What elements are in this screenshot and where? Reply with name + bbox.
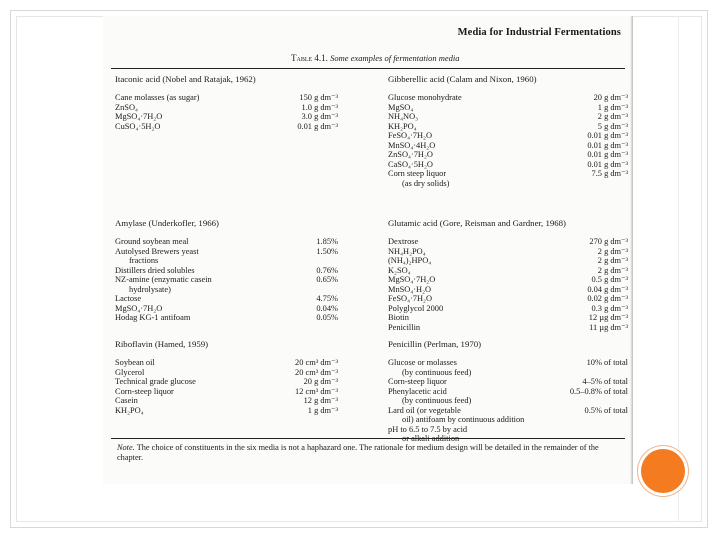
- ingredient-name: oil) antifoam by continuous addition: [402, 415, 525, 424]
- ingredient-list: [388, 237, 628, 332]
- ingredient-name: Hodag KG-1 antifoam: [115, 313, 191, 322]
- ingredient-amount: 20 cm³ dm⁻³: [295, 358, 338, 367]
- ingredient-name: Soybean oil: [115, 358, 155, 367]
- ingredient-row: [388, 425, 628, 435]
- ingredient-amount: 0.01 g dm⁻³: [587, 159, 628, 169]
- ingredient-row: [388, 256, 628, 266]
- ingredient-amount: 0.05%: [316, 313, 338, 322]
- table-top-rule: [111, 68, 625, 69]
- ingredient-row: [115, 266, 338, 276]
- ingredient-name: Corn-steep liquor: [388, 377, 447, 386]
- table-caption-label: Table 4.1.: [291, 53, 328, 63]
- ingredient-amount: 2 g dm⁻³: [597, 256, 628, 265]
- section-heading: Penicillin (Perlman, 1970): [388, 339, 482, 349]
- ingredient-row: [388, 285, 628, 295]
- ingredient-amount: 1 g dm⁻³: [307, 405, 338, 415]
- ingredient-list: [115, 237, 338, 323]
- ingredient-name: NZ-amine (enzymatic casein: [115, 275, 212, 284]
- ingredient-row: [115, 112, 338, 122]
- media-penicillin: [388, 339, 628, 444]
- ingredient-amount: 0.76%: [316, 265, 338, 275]
- ingredient-row: [388, 294, 628, 304]
- media-itaconic-acid: [115, 74, 338, 131]
- ingredient-amount: 0.5% of total: [584, 405, 628, 415]
- ingredient-name: hydrolysate): [129, 284, 171, 294]
- ingredient-row-continued: [388, 415, 628, 425]
- ingredient-name: Corn steep liquor: [388, 169, 447, 178]
- ingredient-name: Polyglycol 2000: [388, 303, 444, 313]
- ingredient-amount: 0.01 g dm⁻³: [297, 121, 338, 131]
- scanned-book-page: [103, 16, 633, 484]
- ingredient-name: FeSO₄·7H₂O: [388, 294, 432, 303]
- media-glutamic-acid: [388, 218, 628, 332]
- note-label: Note.: [117, 443, 135, 452]
- media-amylase: [115, 218, 338, 323]
- ingredient-row: [388, 150, 628, 160]
- ingredient-amount: 1.85%: [316, 237, 338, 246]
- ingredient-name: CaSO₄·5H₂O: [388, 159, 433, 169]
- ingredient-row-continued: [115, 256, 338, 266]
- ingredient-row: [115, 247, 338, 257]
- ingredient-row: [388, 304, 628, 314]
- ingredient-amount: 0.65%: [316, 275, 338, 284]
- media-riboflavin: [115, 339, 338, 415]
- ingredient-row: [388, 112, 628, 122]
- ingredient-amount: 0.02 g dm⁻³: [587, 294, 628, 303]
- section-heading: Itaconic acid (Nobel and Ratajak, 1962): [115, 74, 256, 84]
- ingredient-name: ZnSO₄·7H₂O: [388, 150, 433, 159]
- ingredient-row: [115, 304, 338, 314]
- ingredient-amount: 20 g dm⁻³: [593, 93, 628, 102]
- section-heading: Glutamic acid (Gore, Reisman and Gardner, 1968): [388, 218, 566, 228]
- ingredient-row: [115, 93, 338, 103]
- ingredient-row: [115, 377, 338, 387]
- ingredient-name: Cane molasses (as sugar): [115, 93, 200, 102]
- ingredient-amount: 3.0 g dm⁻³: [301, 112, 338, 121]
- ingredient-name: Casein: [115, 396, 138, 405]
- ingredient-row: [388, 93, 628, 103]
- table-note: [117, 443, 622, 463]
- ingredient-name: Glycerol: [115, 367, 145, 377]
- ingredient-row: [388, 103, 628, 113]
- section-heading: Riboflavin (Hamed, 1959): [115, 339, 209, 349]
- ingredient-name: Ground soybean meal: [115, 237, 189, 246]
- ingredient-row: [388, 377, 628, 387]
- ingredient-name: MgSO₄·7H₂O: [115, 112, 163, 121]
- ingredient-list: [388, 358, 628, 444]
- ingredient-amount: 2 g dm⁻³: [597, 112, 628, 121]
- ingredient-name: Lactose: [115, 294, 142, 303]
- ingredient-list: [115, 358, 338, 415]
- ingredient-name: Glucose monohydrate: [388, 93, 462, 102]
- ingredient-row: [115, 103, 338, 113]
- ingredient-amount: 20 g dm⁻³: [303, 377, 338, 386]
- ingredient-row: [115, 387, 338, 397]
- ingredient-name: KH₂PO₄: [115, 405, 144, 415]
- ingredient-amount: 1.0 g dm⁻³: [301, 102, 338, 112]
- ingredient-name: Dextrose: [388, 237, 419, 246]
- ingredient-name: FeSO₄·7H₂O: [388, 131, 432, 140]
- ingredient-amount: 4.75%: [316, 294, 338, 303]
- ingredient-amount: 0.5–0.8% of total: [569, 386, 628, 396]
- ingredient-name: Penicillin: [388, 322, 421, 332]
- ingredient-row: [115, 313, 338, 323]
- ingredient-amount: 12 cm³ dm⁻³: [295, 386, 338, 396]
- ingredient-amount: 12 g dm⁻³: [303, 396, 338, 405]
- table-bottom-rule: [111, 438, 625, 439]
- ingredient-name: Lard oil (or vegetable: [388, 405, 461, 415]
- ingredient-name: MnSO₄·H₂O: [388, 284, 432, 294]
- ingredient-row: [388, 169, 628, 179]
- table-caption: [291, 53, 460, 63]
- ingredient-amount: 10% of total: [586, 358, 628, 367]
- ingredient-row-continued: [388, 368, 628, 378]
- ingredient-row: [388, 275, 628, 285]
- ingredient-row: [115, 406, 338, 416]
- decorative-rule: [678, 16, 679, 522]
- ingredient-amount: 12 µg dm⁻³: [588, 313, 628, 322]
- ingredient-name: Corn-steep liquor: [115, 386, 174, 396]
- ingredient-amount: 270 g dm⁻³: [589, 237, 628, 246]
- ingredient-row-continued: [388, 396, 628, 406]
- ingredient-amount: 0.01 g dm⁻³: [587, 150, 628, 159]
- ingredient-row: [388, 122, 628, 132]
- ingredient-amount: 1.50%: [316, 246, 338, 256]
- ingredient-row: [388, 323, 628, 333]
- ingredient-amount: 0.3 g dm⁻³: [591, 303, 628, 313]
- ingredient-row-continued: [388, 179, 628, 189]
- ingredient-amount: 5 g dm⁻³: [597, 121, 628, 131]
- ingredient-name: Phenylacetic acid: [388, 386, 447, 396]
- ingredient-name: MgSO₄·7H₂O: [115, 303, 163, 313]
- ingredient-name: CuSO₄·5H₂O: [115, 121, 161, 131]
- ingredient-amount: 0.01 g dm⁻³: [587, 140, 628, 150]
- page-edge-shadow: [630, 16, 633, 484]
- ingredient-name: (as dry solids): [402, 178, 450, 188]
- ingredient-row: [115, 122, 338, 132]
- ingredient-amount: 2 g dm⁻³: [597, 246, 628, 256]
- ingredient-name: MgSO₄: [388, 102, 414, 112]
- ingredient-row: [115, 396, 338, 406]
- ingredient-row: [115, 237, 338, 247]
- ingredient-amount: 0.04%: [316, 303, 338, 313]
- ingredient-amount: 150 g dm⁻³: [299, 93, 338, 102]
- ingredient-name: K₂SO₄: [388, 265, 411, 275]
- ingredient-name: (by continuous feed): [402, 367, 472, 377]
- ingredient-amount: 20 cm³ dm⁻³: [295, 367, 338, 377]
- table-caption-text: Some examples of fermentation media: [330, 53, 460, 63]
- ingredient-row: [388, 387, 628, 397]
- ingredient-name: KH₂PO₄: [388, 121, 417, 131]
- ingredient-name: NH₄H₂PO₄: [388, 246, 426, 256]
- ingredient-name: (by continuous feed): [402, 396, 472, 405]
- ingredient-amount: 2 g dm⁻³: [597, 265, 628, 275]
- ingredient-row: [388, 237, 628, 247]
- ingredient-amount: 11 µg dm⁻³: [589, 322, 628, 332]
- running-head: Media for Industrial Fermentations: [457, 27, 621, 38]
- ingredient-amount: 1 g dm⁻³: [597, 102, 628, 112]
- ingredient-name: ZnSO₄: [115, 102, 138, 112]
- ingredient-name: Distillers dried solubles: [115, 265, 195, 275]
- ingredient-name: Autolysed Brewers yeast: [115, 246, 199, 256]
- ingredient-row: [388, 247, 628, 257]
- ingredient-amount: 4–5% of total: [582, 377, 628, 386]
- ingredient-amount: 0.04 g dm⁻³: [587, 284, 628, 294]
- ingredient-name: Biotin: [388, 313, 409, 322]
- ingredient-row: [115, 368, 338, 378]
- ingredient-row: [388, 358, 628, 368]
- section-heading: Gibberellic acid (Calam and Nixon, 1960): [388, 74, 537, 84]
- ingredient-amount: 0.01 g dm⁻³: [587, 131, 628, 140]
- ingredient-row: [115, 294, 338, 304]
- ingredient-row: [388, 160, 628, 170]
- ingredient-name: fractions: [129, 256, 159, 265]
- ingredient-row: [388, 141, 628, 151]
- ingredient-amount: 0.5 g dm⁻³: [591, 275, 628, 284]
- ingredient-row: [388, 266, 628, 276]
- ingredient-list: [388, 93, 628, 188]
- ingredient-amount: 7.5 g dm⁻³: [591, 169, 628, 178]
- media-gibberellic-acid: [388, 74, 628, 188]
- section-heading: Amylase (Underkofler, 1966): [115, 218, 219, 228]
- ingredient-row: [115, 358, 338, 368]
- note-text: The choice of constituents in the six media is not a haphazard one. The rationale for medium design will be detailed in the remainder of the chapter.: [117, 443, 599, 462]
- ingredient-row: [388, 131, 628, 141]
- ingredient-row: [388, 313, 628, 323]
- ingredient-row: [388, 406, 628, 416]
- ingredient-list: [115, 93, 338, 131]
- ingredient-name: (NH₄)₂HPO₄: [388, 256, 432, 265]
- ingredient-name: NH₄NO₃: [388, 112, 419, 121]
- decorative-orange-circle: [641, 449, 685, 493]
- ingredient-name: Technical grade glucose: [115, 377, 196, 386]
- ingredient-row: [115, 275, 338, 285]
- ingredient-row-continued: [115, 285, 338, 295]
- ingredient-name: MgSO₄·7H₂O: [388, 275, 436, 284]
- ingredient-name: MnSO₄·4H₂O: [388, 140, 436, 150]
- ingredient-name: pH to 6.5 to 7.5 by acid: [388, 424, 468, 434]
- ingredient-name: Glucose or molasses: [388, 358, 457, 367]
